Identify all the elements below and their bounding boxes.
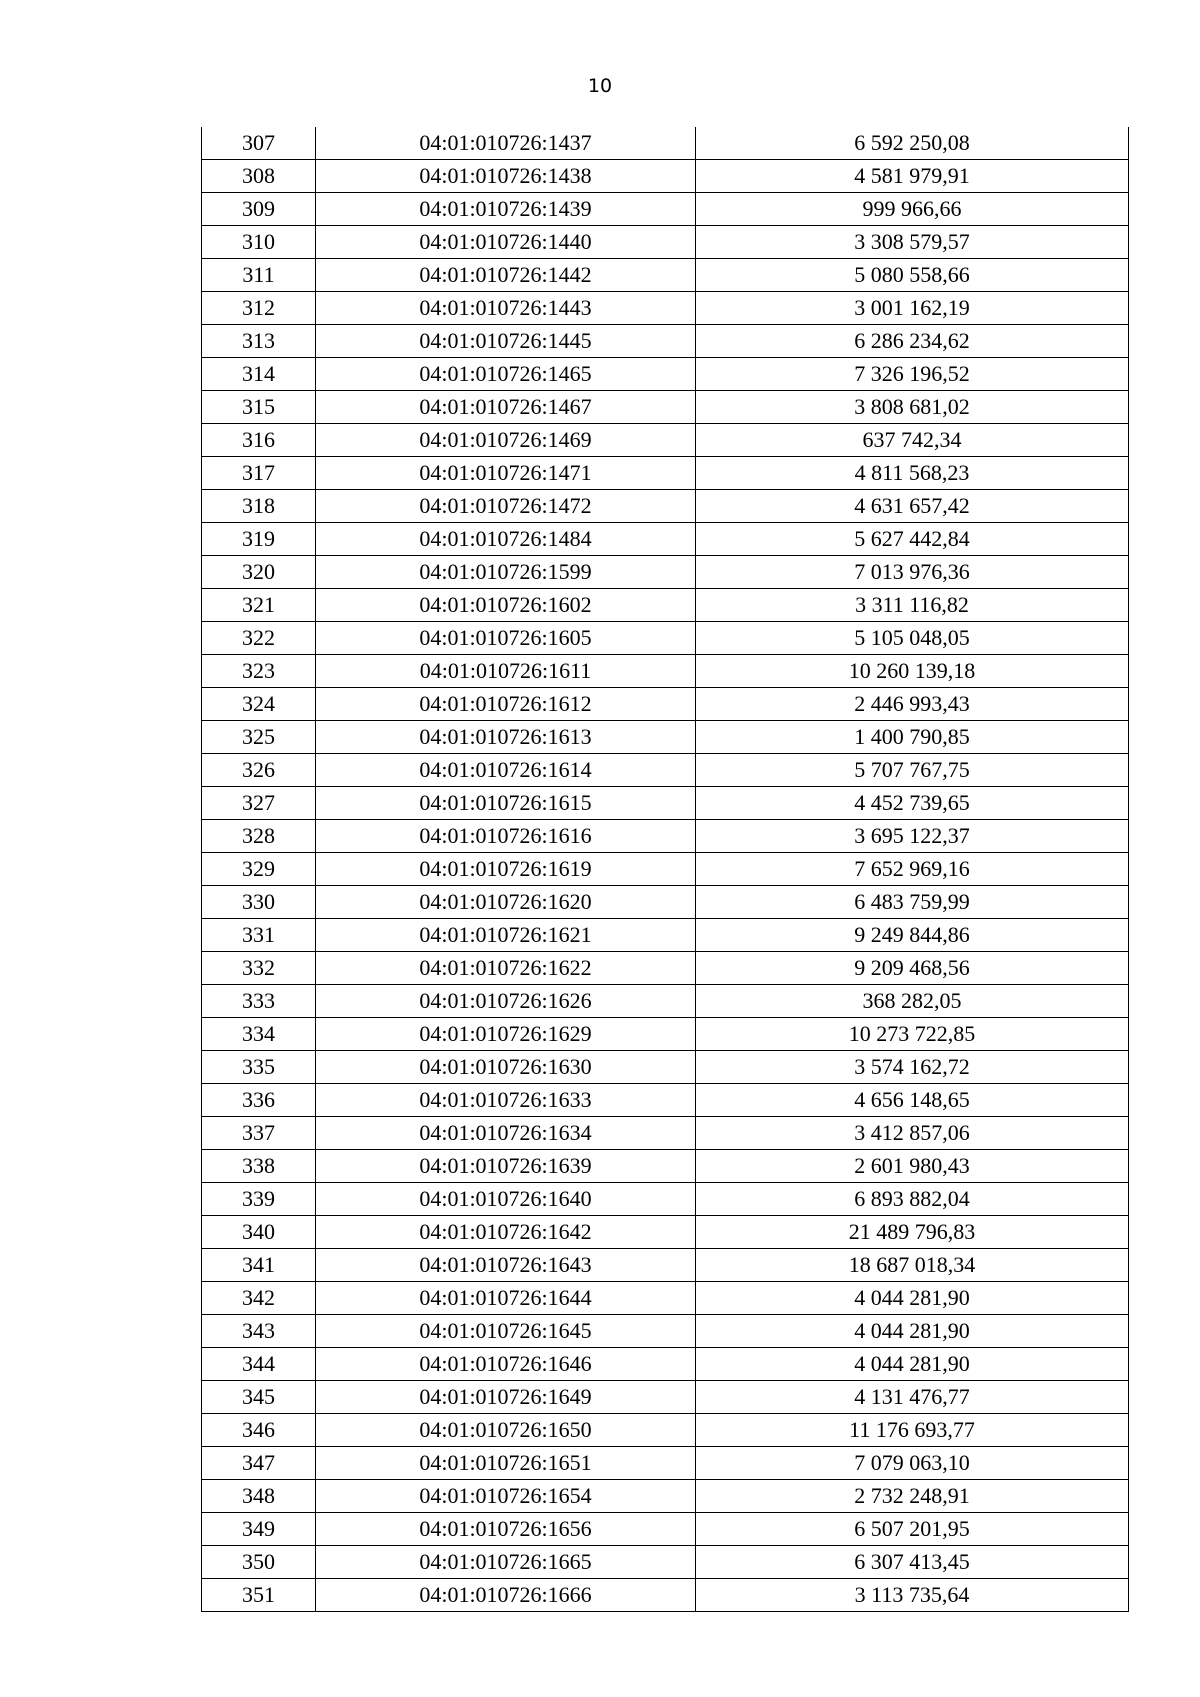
table-row	[202, 853, 1129, 886]
cadastral-value-cell: 6 286 234,62	[696, 325, 1129, 358]
row-number-cell: 312	[202, 292, 316, 325]
cadastral-number-cell: 04:01:010726:1439	[316, 193, 696, 226]
cadastral-value-cell: 3 695 122,37	[696, 820, 1129, 853]
table-row	[202, 292, 1129, 325]
cadastral-number-cell: 04:01:010726:1640	[316, 1183, 696, 1216]
cadastral-number-cell: 04:01:010726:1605	[316, 622, 696, 655]
cadastral-value-cell: 6 507 201,95	[696, 1513, 1129, 1546]
row-number-cell: 308	[202, 160, 316, 193]
cadastral-value-cell: 6 893 882,04	[696, 1183, 1129, 1216]
row-number-cell: 326	[202, 754, 316, 787]
row-number-cell: 324	[202, 688, 316, 721]
cadastral-number-cell: 04:01:010726:1646	[316, 1348, 696, 1381]
cadastral-number-cell: 04:01:010726:1442	[316, 259, 696, 292]
cadastral-value-cell: 3 311 116,82	[696, 589, 1129, 622]
cadastral-number-cell: 04:01:010726:1613	[316, 721, 696, 754]
table-row	[202, 424, 1129, 457]
cadastral-number-cell: 04:01:010726:1634	[316, 1117, 696, 1150]
table-row	[202, 1084, 1129, 1117]
cadastral-value-cell: 6 483 759,99	[696, 886, 1129, 919]
table-row	[202, 1381, 1129, 1414]
row-number-cell: 322	[202, 622, 316, 655]
cadastral-number-cell: 04:01:010726:1643	[316, 1249, 696, 1282]
cadastral-value-cell: 4 656 148,65	[696, 1084, 1129, 1117]
table-row	[202, 1051, 1129, 1084]
cadastral-value-cell: 3 574 162,72	[696, 1051, 1129, 1084]
cadastral-value-cell: 7 652 969,16	[696, 853, 1129, 886]
cadastral-value-cell: 3 113 735,64	[696, 1579, 1129, 1612]
table-row	[202, 655, 1129, 688]
cadastral-number-cell: 04:01:010726:1629	[316, 1018, 696, 1051]
row-number-cell: 332	[202, 952, 316, 985]
cadastral-value-cell: 18 687 018,34	[696, 1249, 1129, 1282]
row-number-cell: 347	[202, 1447, 316, 1480]
cadastral-number-cell: 04:01:010726:1469	[316, 424, 696, 457]
row-number-cell: 325	[202, 721, 316, 754]
table-row	[202, 688, 1129, 721]
cadastral-value-cell: 2 446 993,43	[696, 688, 1129, 721]
table-row	[202, 1282, 1129, 1315]
cadastral-value-cell: 6 307 413,45	[696, 1546, 1129, 1579]
row-number-cell: 319	[202, 523, 316, 556]
cadastral-value-cell: 3 412 857,06	[696, 1117, 1129, 1150]
cadastral-number-cell: 04:01:010726:1654	[316, 1480, 696, 1513]
cadastral-value-cell: 1 400 790,85	[696, 721, 1129, 754]
table-row	[202, 820, 1129, 853]
table-row	[202, 1249, 1129, 1282]
cadastral-value-cell: 3 001 162,19	[696, 292, 1129, 325]
cadastral-value-cell: 10 273 722,85	[696, 1018, 1129, 1051]
table-row	[202, 787, 1129, 820]
row-number-cell: 313	[202, 325, 316, 358]
row-number-cell: 350	[202, 1546, 316, 1579]
cadastral-number-cell: 04:01:010726:1602	[316, 589, 696, 622]
cadastral-number-cell: 04:01:010726:1649	[316, 1381, 696, 1414]
row-number-cell: 334	[202, 1018, 316, 1051]
cadastral-number-cell: 04:01:010726:1484	[316, 523, 696, 556]
cadastral-number-cell: 04:01:010726:1620	[316, 886, 696, 919]
cadastral-value-cell: 637 742,34	[696, 424, 1129, 457]
row-number-cell: 344	[202, 1348, 316, 1381]
cadastral-number-cell: 04:01:010726:1616	[316, 820, 696, 853]
row-number-cell: 327	[202, 787, 316, 820]
cadastral-number-cell: 04:01:010726:1619	[316, 853, 696, 886]
cadastral-number-cell: 04:01:010726:1650	[316, 1414, 696, 1447]
cadastral-value-cell: 2 732 248,91	[696, 1480, 1129, 1513]
table-row	[202, 886, 1129, 919]
row-number-cell: 335	[202, 1051, 316, 1084]
cadastral-value-cell: 5 105 048,05	[696, 622, 1129, 655]
table-row	[202, 127, 1129, 160]
table-row	[202, 1546, 1129, 1579]
table-row	[202, 160, 1129, 193]
cadastral-value-cell: 4 131 476,77	[696, 1381, 1129, 1414]
cadastral-value-cell: 368 282,05	[696, 985, 1129, 1018]
cadastral-value-cell: 4 581 979,91	[696, 160, 1129, 193]
table-row	[202, 358, 1129, 391]
cadastral-value-cell: 21 489 796,83	[696, 1216, 1129, 1249]
cadastral-value-cell: 10 260 139,18	[696, 655, 1129, 688]
table-row	[202, 622, 1129, 655]
row-number-cell: 351	[202, 1579, 316, 1612]
cadastral-number-cell: 04:01:010726:1612	[316, 688, 696, 721]
row-number-cell: 333	[202, 985, 316, 1018]
cadastral-number-cell: 04:01:010726:1630	[316, 1051, 696, 1084]
cadastral-number-cell: 04:01:010726:1472	[316, 490, 696, 523]
cadastral-number-cell: 04:01:010726:1438	[316, 160, 696, 193]
cadastral-value-cell: 2 601 980,43	[696, 1150, 1129, 1183]
cadastral-value-cell: 9 209 468,56	[696, 952, 1129, 985]
table-row	[202, 457, 1129, 490]
row-number-cell: 320	[202, 556, 316, 589]
row-number-cell: 348	[202, 1480, 316, 1513]
table-row	[202, 1414, 1129, 1447]
table-row	[202, 1348, 1129, 1381]
row-number-cell: 331	[202, 919, 316, 952]
row-number-cell: 340	[202, 1216, 316, 1249]
cadastral-value-cell: 3 308 579,57	[696, 226, 1129, 259]
table-row	[202, 556, 1129, 589]
row-number-cell: 311	[202, 259, 316, 292]
table-body	[202, 127, 1129, 1612]
table-row	[202, 1447, 1129, 1480]
cadastral-value-cell: 4 811 568,23	[696, 457, 1129, 490]
table-row	[202, 523, 1129, 556]
cadastral-value-cell: 5 627 442,84	[696, 523, 1129, 556]
cadastral-number-cell: 04:01:010726:1633	[316, 1084, 696, 1117]
cadastral-number-cell: 04:01:010726:1440	[316, 226, 696, 259]
row-number-cell: 321	[202, 589, 316, 622]
cadastral-number-cell: 04:01:010726:1642	[316, 1216, 696, 1249]
row-number-cell: 329	[202, 853, 316, 886]
cadastral-value-cell: 9 249 844,86	[696, 919, 1129, 952]
cadastral-number-cell: 04:01:010726:1599	[316, 556, 696, 589]
table-row	[202, 919, 1129, 952]
row-number-cell: 342	[202, 1282, 316, 1315]
cadastral-value-cell: 3 808 681,02	[696, 391, 1129, 424]
row-number-cell: 317	[202, 457, 316, 490]
row-number-cell: 307	[202, 127, 316, 160]
table-row	[202, 490, 1129, 523]
table-row	[202, 226, 1129, 259]
row-number-cell: 349	[202, 1513, 316, 1546]
cadastral-value-cell: 4 044 281,90	[696, 1348, 1129, 1381]
table-row	[202, 1579, 1129, 1612]
row-number-cell: 318	[202, 490, 316, 523]
table-row	[202, 193, 1129, 226]
cadastral-number-cell: 04:01:010726:1651	[316, 1447, 696, 1480]
table-row	[202, 1513, 1129, 1546]
cadastral-number-cell: 04:01:010726:1437	[316, 127, 696, 160]
cadastral-number-cell: 04:01:010726:1644	[316, 1282, 696, 1315]
cadastral-number-cell: 04:01:010726:1465	[316, 358, 696, 391]
row-number-cell: 346	[202, 1414, 316, 1447]
table-row	[202, 1480, 1129, 1513]
row-number-cell: 345	[202, 1381, 316, 1414]
row-number-cell: 328	[202, 820, 316, 853]
table-row	[202, 1150, 1129, 1183]
table-row	[202, 259, 1129, 292]
cadastral-number-cell: 04:01:010726:1639	[316, 1150, 696, 1183]
table-row	[202, 1117, 1129, 1150]
row-number-cell: 330	[202, 886, 316, 919]
cadastral-number-cell: 04:01:010726:1626	[316, 985, 696, 1018]
cadastral-value-cell: 4 044 281,90	[696, 1315, 1129, 1348]
table-row	[202, 952, 1129, 985]
row-number-cell: 339	[202, 1183, 316, 1216]
row-number-cell: 337	[202, 1117, 316, 1150]
cadastral-value-cell: 7 326 196,52	[696, 358, 1129, 391]
cadastral-number-cell: 04:01:010726:1467	[316, 391, 696, 424]
cadastral-value-table	[201, 127, 1129, 1612]
table-row	[202, 1183, 1129, 1216]
table-row	[202, 325, 1129, 358]
table-row	[202, 721, 1129, 754]
table-row	[202, 754, 1129, 787]
cadastral-value-cell: 5 707 767,75	[696, 754, 1129, 787]
cadastral-number-cell: 04:01:010726:1471	[316, 457, 696, 490]
row-number-cell: 323	[202, 655, 316, 688]
row-number-cell: 310	[202, 226, 316, 259]
row-number-cell: 309	[202, 193, 316, 226]
cadastral-number-cell: 04:01:010726:1622	[316, 952, 696, 985]
cadastral-number-cell: 04:01:010726:1614	[316, 754, 696, 787]
cadastral-value-cell: 5 080 558,66	[696, 259, 1129, 292]
cadastral-value-cell: 6 592 250,08	[696, 127, 1129, 160]
row-number-cell: 338	[202, 1150, 316, 1183]
cadastral-value-cell: 7 013 976,36	[696, 556, 1129, 589]
cadastral-number-cell: 04:01:010726:1443	[316, 292, 696, 325]
cadastral-value-cell: 999 966,66	[696, 193, 1129, 226]
cadastral-value-cell: 4 631 657,42	[696, 490, 1129, 523]
page-number: 10	[587, 75, 613, 97]
cadastral-value-cell: 11 176 693,77	[696, 1414, 1129, 1447]
cadastral-value-cell: 4 044 281,90	[696, 1282, 1129, 1315]
row-number-cell: 315	[202, 391, 316, 424]
cadastral-value-cell: 7 079 063,10	[696, 1447, 1129, 1480]
cadastral-number-cell: 04:01:010726:1615	[316, 787, 696, 820]
row-number-cell: 316	[202, 424, 316, 457]
table-row	[202, 1018, 1129, 1051]
row-number-cell: 341	[202, 1249, 316, 1282]
cadastral-number-cell: 04:01:010726:1645	[316, 1315, 696, 1348]
row-number-cell: 343	[202, 1315, 316, 1348]
row-number-cell: 314	[202, 358, 316, 391]
cadastral-number-cell: 04:01:010726:1621	[316, 919, 696, 952]
cadastral-number-cell: 04:01:010726:1666	[316, 1579, 696, 1612]
row-number-cell: 336	[202, 1084, 316, 1117]
cadastral-value-cell: 4 452 739,65	[696, 787, 1129, 820]
cadastral-number-cell: 04:01:010726:1656	[316, 1513, 696, 1546]
table-row	[202, 985, 1129, 1018]
table-row	[202, 589, 1129, 622]
table-row	[202, 1216, 1129, 1249]
cadastral-number-cell: 04:01:010726:1665	[316, 1546, 696, 1579]
cadastral-number-cell: 04:01:010726:1611	[316, 655, 696, 688]
table-row	[202, 1315, 1129, 1348]
cadastral-number-cell: 04:01:010726:1445	[316, 325, 696, 358]
table-row	[202, 391, 1129, 424]
